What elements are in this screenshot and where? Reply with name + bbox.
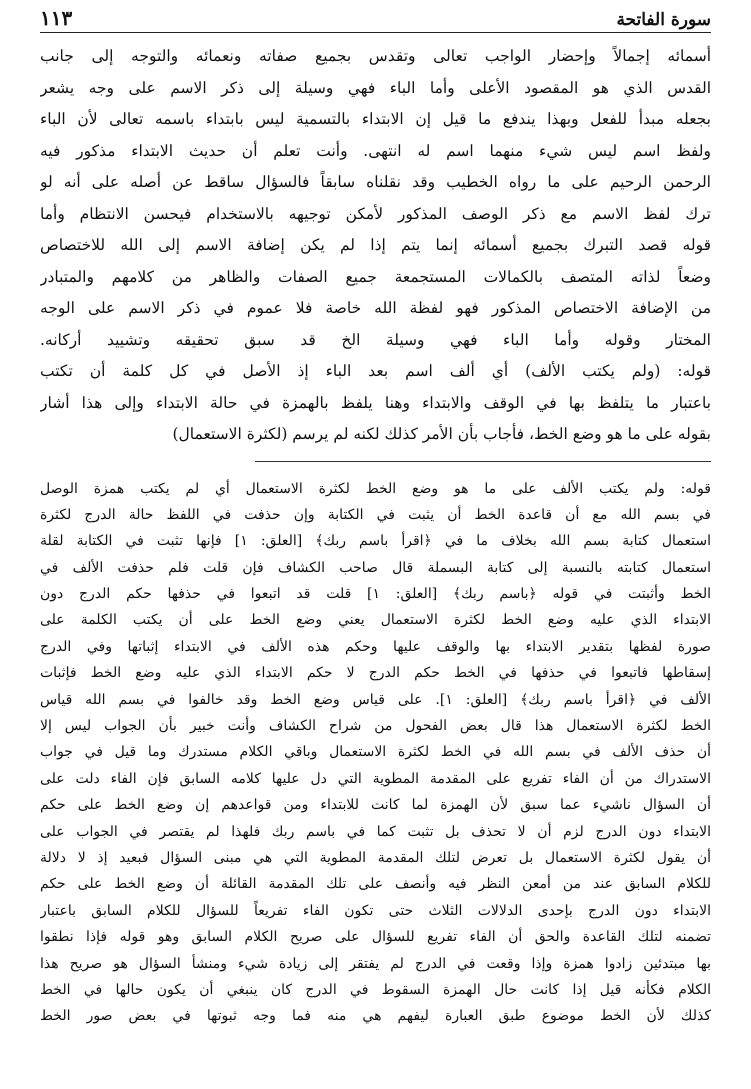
footnote-line: الكلام فكأنه قيل إذا كانت حال الهمزة السقوط في الدرج كان ينبغي أن يكون حالها في الخط xyxy=(40,981,711,998)
footnotes xyxy=(40,476,711,1030)
text-line: من الإضافة الاختصاص المذكور فهو لفظة الله خاصة فلا عموم في ذكر الاسم على الوجه xyxy=(40,299,711,317)
page-number: ١١٣ xyxy=(40,6,73,30)
footnote-line: بها مبتدئين زادوا همزة وإذا وقعت في الدرج لم يفتقر إلى زيادة شيء ومنشأ السؤال هو صريح هذا xyxy=(40,955,711,972)
footnote-line: كذلك لأن الخط موضوع طبق العبارة ليفهم هي منه فما وجه ثبوتها في بعض صور الخط xyxy=(40,1008,711,1025)
footnote-line: الخط وأثبتت في قوله ﴿باسم ربك﴾ [العلق: ١] قلت قد اتبعوا في حذفها حكم الدرج دون xyxy=(40,586,711,603)
page-header xyxy=(40,6,711,33)
footnote-separator xyxy=(255,461,711,462)
footnote-line: إسقاطها فاتبعوا في حذفها في الخط حكم الدرج لا حكم الابتداء الذي عليه وضع الخط فإثبات xyxy=(40,665,711,682)
text-line: باعتبار ما يتلفظ بها في الوقف والابتداء وهنا يلفظ بالهمزة في حالة الابتداء وإلى هذا أشار xyxy=(40,393,711,412)
footnote-line: أن يقول لكثرة الاستعمال بل تعرض لتلك المقدمة المطوية التي هي مبنى السؤال فبعيد إذ لا دلالة xyxy=(40,849,711,866)
footnote-line: قوله: ولم يكتب الألف على ما هو وضع الخط لكثرة الاستعمال أي لم يكتب همزة الوصل xyxy=(40,480,711,497)
footnote-line: الخط لكثرة الاستعمال هذا قال بعض الفحول من شراح الكشاف وأنت خبير بأن الجواب ليس إلا xyxy=(40,718,711,735)
footnote-line: الابتداء دون الدرج بإحدى الدلالات الثلاث حتى تكون الفاء تفريعاً للسؤال للكلام السابق باعتبار xyxy=(40,902,711,919)
text-line: بقوله على ما هو وضع الخط، فأجاب بأن الأمر كذلك لكنه لم يرسم (لكثرة الاستعمال) xyxy=(172,425,711,443)
footnote-line: في بسم الله مع أن قاعدة الخط أن يثبت في الكتابة وإن حذفت في اللفظ حالة الدرج لكثرة xyxy=(40,506,711,523)
footnote-line: أن حذف الألف في بسم الله في الخط لكثرة الاستعمال وباقي الكلام مستدرك وما قيل في جواب xyxy=(40,744,711,761)
footnote-line: الألف في ﴿اقرأ باسم ربك﴾ [العلق: ١]. على قياس وضع الخط وقد خالفوا في بسم الله قياس xyxy=(40,691,711,708)
text-line: ترك لفظ الاسم مع ذكر الوصف المذكور لأمكن توجيهه بالاستخدام فيحسن الانتظام وأما xyxy=(40,204,711,223)
footnote-line: أن السؤال ناشيء عما سبق لأن الهمزة لما كانت للابتداء ومن قواعدهم إن وضع الخط على حكم xyxy=(40,797,711,814)
text-line: وضعاً لذاته المتصف بالكمالات المستجمعة جميع الصفات والظاهر من كلامهم والمتبادر xyxy=(40,267,711,286)
footnote-line: استعمال كتابة بسم الله بخلاف ما في ﴿اقرأ باسم ربك﴾ [العلق: ١] فإنها تثبت في الكتابة لقلة xyxy=(40,533,711,550)
text-line: الرحمن الرحيم على ما رواه الخطيب وقد نقلناه سابقاً فالسؤال ساقط عن أصله على أنه لو xyxy=(40,173,711,191)
text-line: بجعله مبدأ للفعل وبهذا يندفع ما قيل إن الابتداء بالتسمية ليس بابتداء باسمه تعالى لأن الباء xyxy=(40,110,711,128)
text-line: أسمائه إجمالاً وإحضار الواجب تعالى وتقدس بجميع صفاته ونعمائه والتوجه إلى جانب xyxy=(40,47,711,65)
main-text xyxy=(40,41,711,451)
text-line: قوله قصد التبرك بجميع أسمائه إنما يتم إذا لم يكن إضافة الاسم إلى الله للاختصاص xyxy=(40,236,711,254)
surah-title: سورة الفاتحة xyxy=(616,10,711,30)
footnote-line: تضمنه لتلك القاعدة والحق أن الفاء تفريع للسؤال على صريح الكلام السابق وهو قوله فإذا نطقوا xyxy=(40,929,711,946)
footnote-line: صورة لفظها بتقدير الابتداء بها والوقف عليها وحكم هذه الألف في الابتداء إثباتها وفي الدرج xyxy=(40,638,711,655)
footnote-line: الابتداء الذي عليه وضع الخط لكثرة الاستعمال يعني وضع الخط على أن يكتب الكلمة على xyxy=(40,612,711,629)
footnote-line: استعمال كتابته بالنسبة إلى كتابة البسملة قال صاحب الكشاف فإن قلت فلم حذفت الألف في xyxy=(40,559,711,576)
text-line: قوله: (ولم يكتب الألف) أي ألف اسم بعد الباء إذ الأصل في كل كلمة أن تكتب xyxy=(40,362,711,380)
text-line: القدس الذي هو المقصود الأعلى وأما الباء فهي وسيلة إلى ذكر الاسم على وجه يشعر xyxy=(40,78,711,97)
footnote-line: للكلام السابق عند من أمعن النظر فيه وأنصف على تلك المقدمة القائلة أن وضع الخط على حكم xyxy=(40,876,711,893)
footnote-line: الاستدراك من أن الفاء تفريع على المقدمة المطوية التي دل عليها كلامه السابق فإن الفاء دلت على xyxy=(40,770,711,787)
text-line: المختار وقوله وأما الباء فهي وسيلة الخ قد سبق تحقيقه وتشييد أركانه. xyxy=(40,330,711,349)
text-line: ولفظ اسم ليس شيء منهما اسم له انتهى. وأنت تعلم أن حديث الابتداء مذكور فيه xyxy=(40,141,711,160)
footnote-line: الابتداء دون الدرج لزم أن لا تحذف بل تثبت كما في باسم ربك فلهذا لم يقتصر في الجواب على xyxy=(40,823,711,840)
